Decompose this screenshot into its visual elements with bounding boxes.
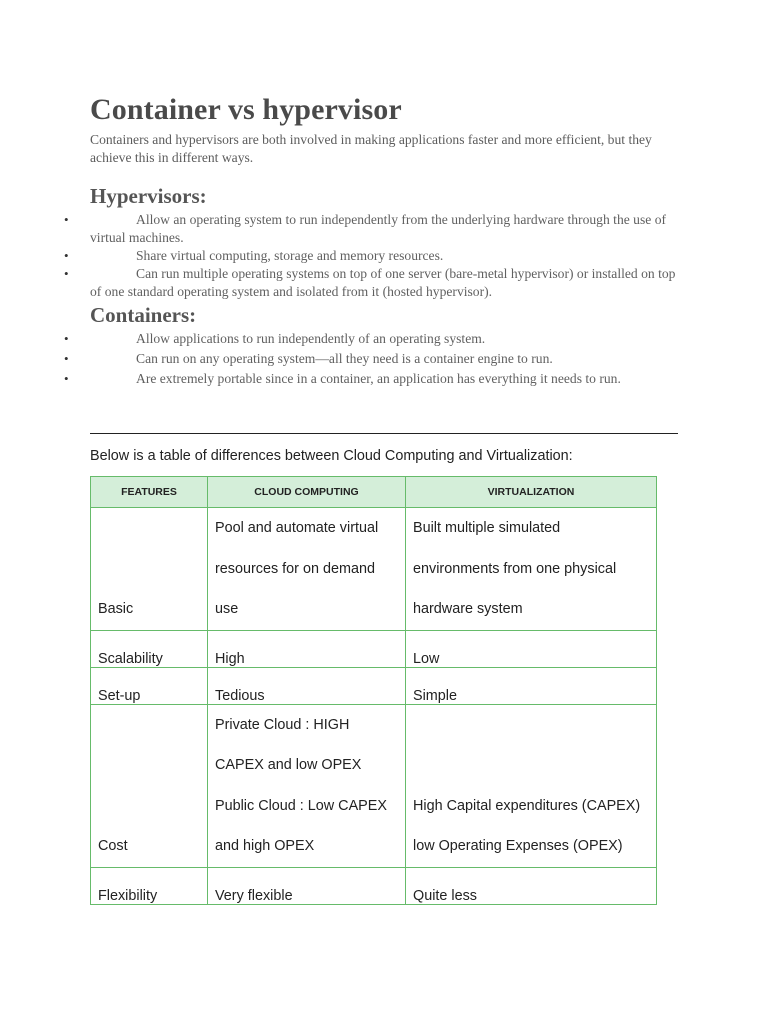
column-header-cloud-computing: CLOUD COMPUTING <box>208 477 406 508</box>
hypervisors-list <box>0 211 768 301</box>
list-item: • Allow an operating system to run independently from the underlying hardware through the use of virtual machines. <box>64 212 667 245</box>
cloud-cell: Tedious <box>208 667 406 704</box>
feature-cell: Basic <box>91 508 208 631</box>
feature-cell: Scalability <box>91 630 208 667</box>
list-item: • Can run multiple operating systems on top of one server (bare-metal hypervisor) or installed on top of one standard operating system and isolated from it (hosted hypervisor). <box>64 266 676 299</box>
cloud-cell: Pool and automate virtual resources for on demand use <box>208 508 406 631</box>
containers-list <box>0 330 768 388</box>
virtualization-cell: Simple <box>406 667 657 704</box>
list-item: • Are extremely portable since in a container, an application has everything it needs to run. <box>64 371 621 386</box>
list-item: • Allow applications to run independently of an operating system. <box>64 331 486 346</box>
table-header-row <box>91 477 657 508</box>
bullet-icon: • <box>64 331 69 346</box>
hypervisors-heading: Hypervisors: <box>90 184 207 208</box>
bullet-icon: • <box>64 248 69 263</box>
bullet-icon: • <box>64 266 69 281</box>
bullet-icon: • <box>64 351 69 366</box>
feature-cell: Flexibility <box>91 867 208 904</box>
cloud-cell: Private Cloud : HIGH CAPEX and low OPEX Public Cloud : Low CAPEX and high OPEX <box>208 704 406 867</box>
list-item: • Can run on any operating system—all they need is a container engine to run. <box>64 351 553 366</box>
table-row <box>91 630 657 667</box>
column-header-virtualization: VIRTUALIZATION <box>406 477 657 508</box>
table-row <box>91 667 657 704</box>
containers-heading: Containers: <box>90 303 197 327</box>
table-row <box>91 704 657 867</box>
feature-cell: Set-up <box>91 667 208 704</box>
cloud-cell: Very flexible <box>208 867 406 904</box>
table-row <box>91 508 657 631</box>
virtualization-cell: High Capital expenditures (CAPEX) low Operating Expenses (OPEX) <box>406 704 657 867</box>
virtualization-cell: Quite less <box>406 867 657 904</box>
table-row <box>91 867 657 904</box>
comparison-table <box>90 476 657 905</box>
page-title: Container vs hypervisor <box>90 93 402 126</box>
column-header-features: FEATURES <box>91 477 208 508</box>
list-item: • Share virtual computing, storage and memory resources. <box>64 248 444 263</box>
virtualization-cell: Built multiple simulated environments from one physical hardware system <box>406 508 657 631</box>
intro-paragraph: Containers and hypervisors are both involved in making applications faster and more efficient, but they achieve this in different ways. <box>90 132 652 165</box>
feature-cell: Cost <box>91 704 208 867</box>
cloud-cell: High <box>208 630 406 667</box>
virtualization-cell: Low <box>406 630 657 667</box>
table-caption: Below is a table of differences between Cloud Computing and Virtualization: <box>90 448 573 464</box>
bullet-icon: • <box>64 212 69 227</box>
bullet-icon: • <box>64 371 69 386</box>
horizontal-divider <box>90 433 678 434</box>
